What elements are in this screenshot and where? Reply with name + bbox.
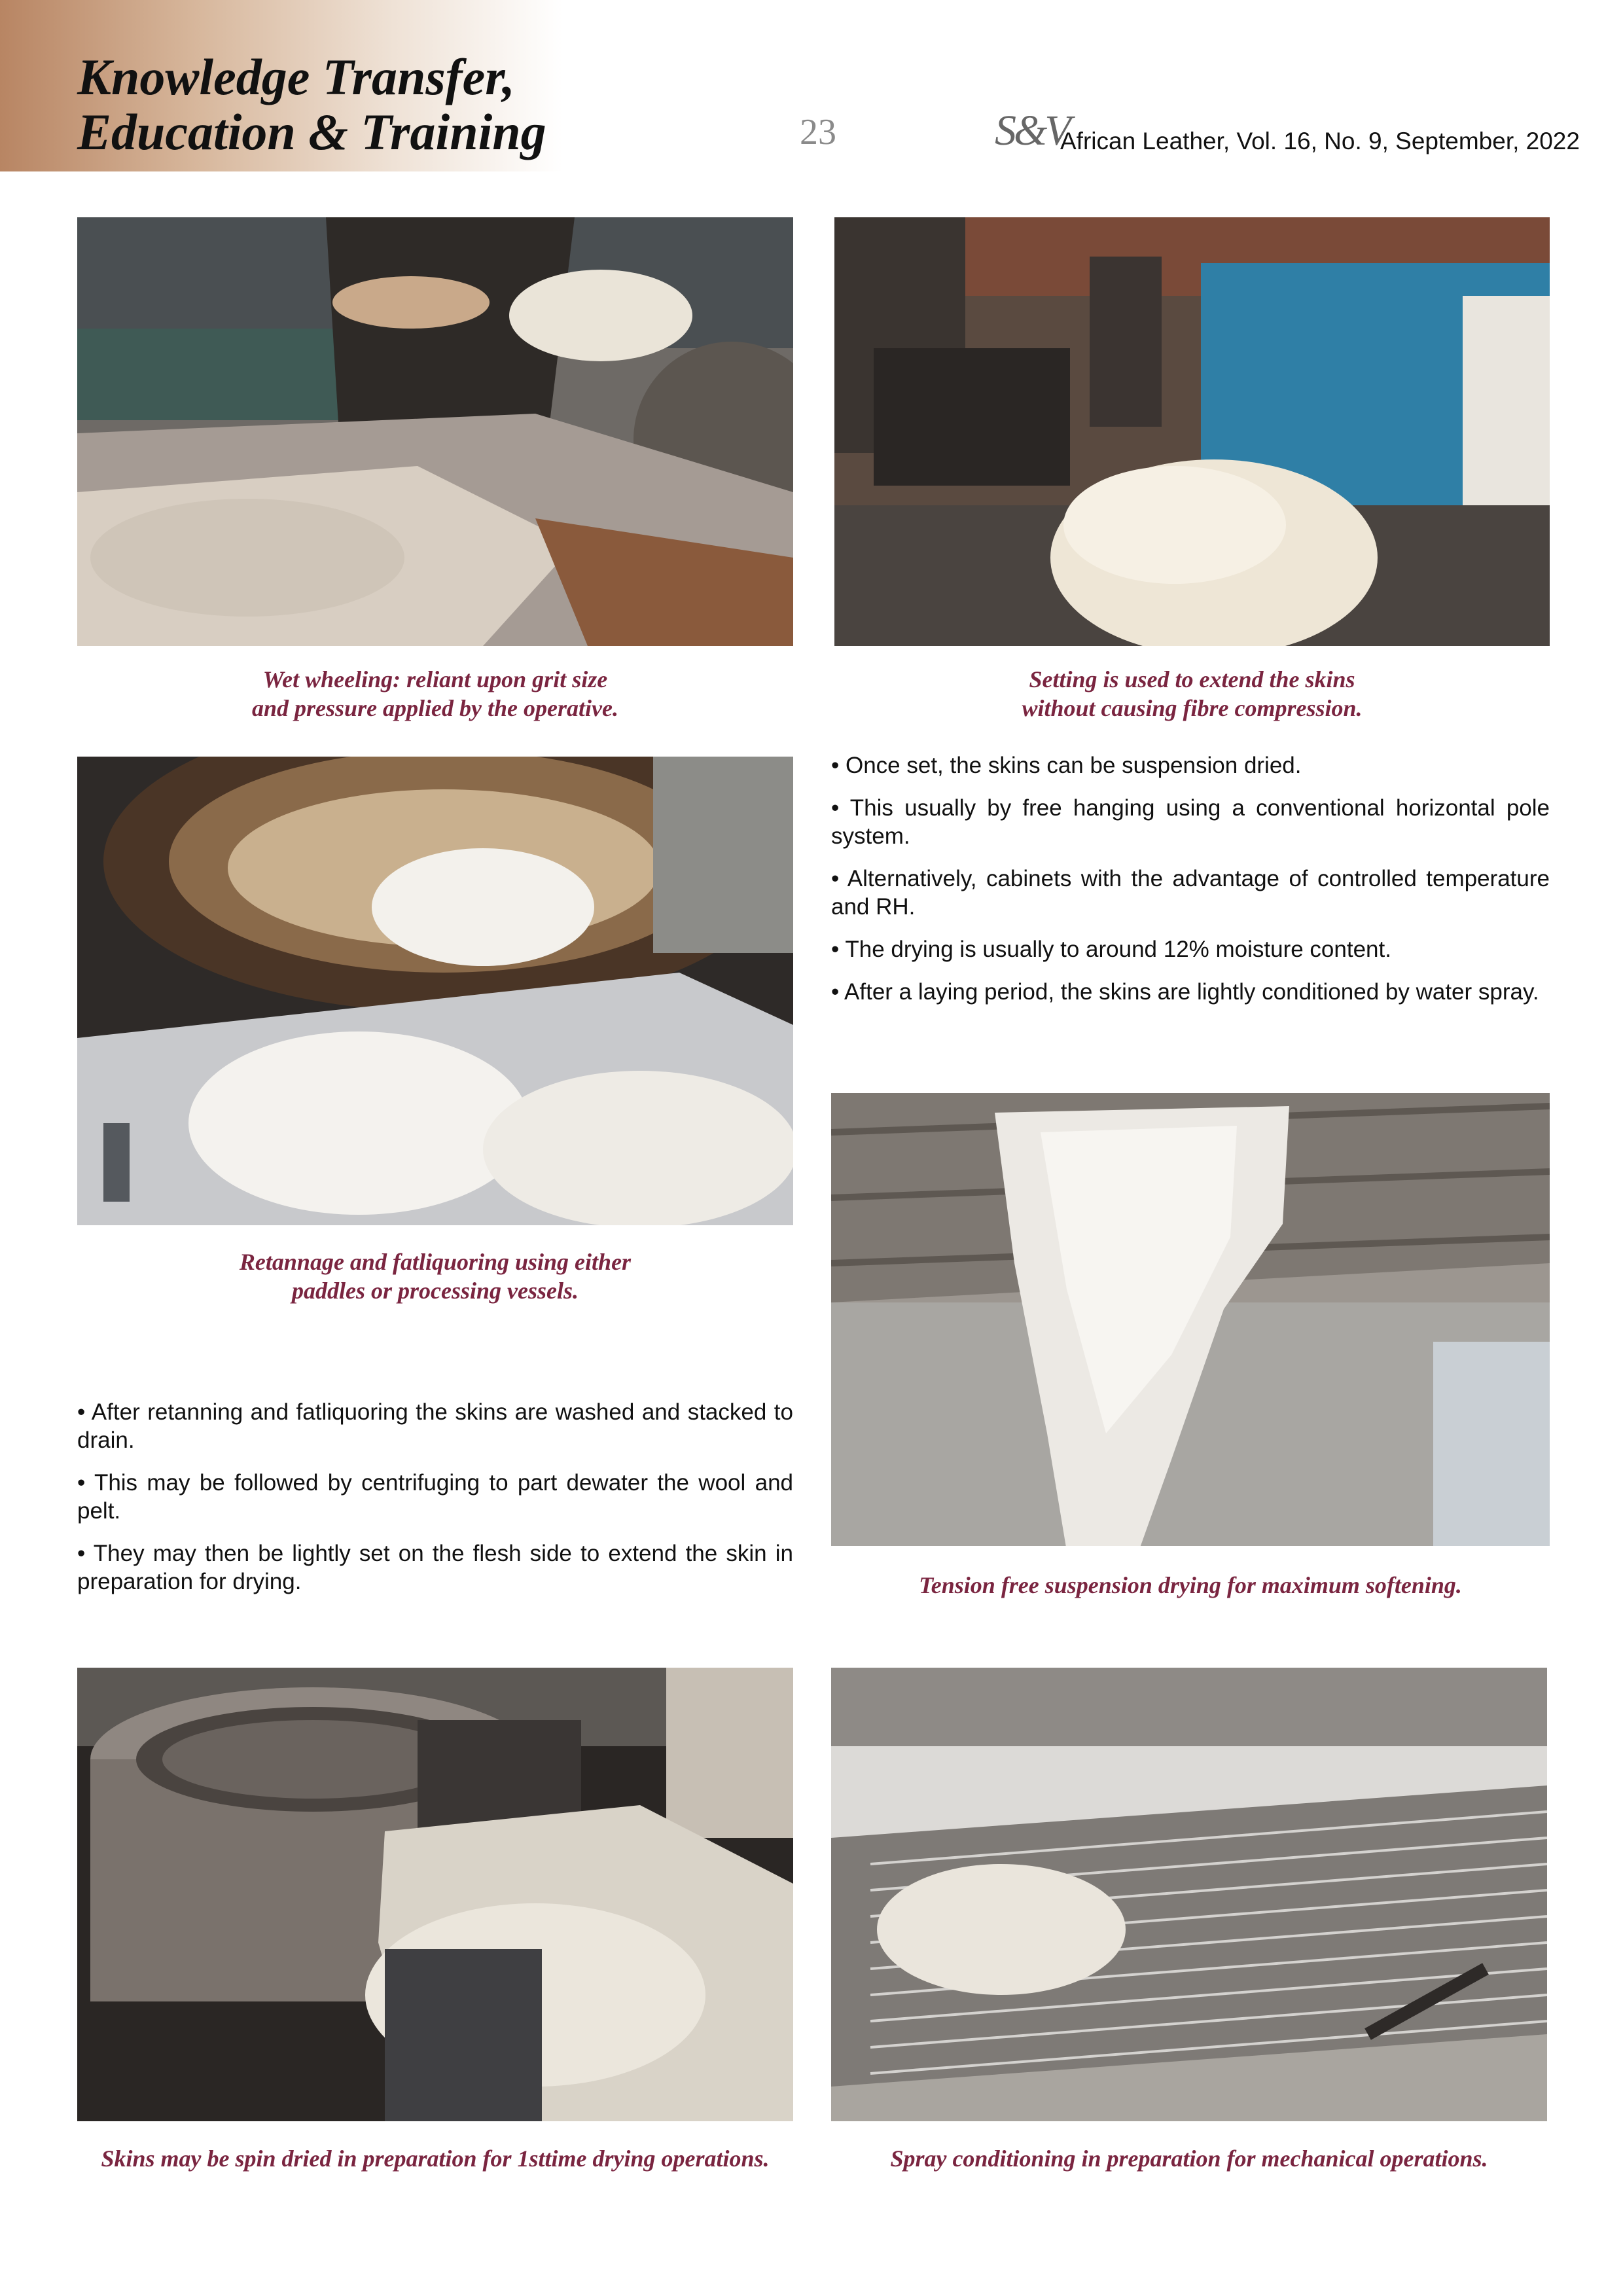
- caption-setting: [834, 665, 1550, 723]
- caption-line: Retannage and fatliquoring using either: [239, 1249, 632, 1275]
- bullet-list-right: [831, 751, 1550, 1020]
- bullet-item: • After a laying period, the skins are lightly conditioned by water spray.: [831, 979, 1539, 1005]
- publication-title: African Leather, Vol. 16, No. 9, September, 2022: [1060, 128, 1580, 154]
- bullet-item: • Alternatively, cabinets with the advantage of controlled temperature and RH.: [831, 866, 1550, 920]
- caption-line: Wet wheeling: reliant upon grit size: [262, 666, 608, 692]
- photo-suspension-drying: [831, 1093, 1550, 1546]
- bullet-item: • The drying is usually to around 12% moisture content.: [831, 937, 1391, 962]
- bullet-item: • This may be followed by centrifuging to part dewater the wool and pelt.: [77, 1470, 793, 1524]
- bullet-item: • After retanning and fatliquoring the skins are washed and stacked to drain.: [77, 1399, 793, 1453]
- caption-suspension-drying: [831, 1571, 1550, 1600]
- page-number: 23: [800, 112, 836, 152]
- photo-setting: [834, 217, 1550, 646]
- caption-spin-dried: [77, 2144, 793, 2173]
- caption-line: without causing fibre compression.: [1022, 695, 1363, 721]
- photo-retannage: [77, 757, 793, 1225]
- caption-line: Spray conditioning in preparation for mechanical operations.: [890, 2145, 1488, 2172]
- bullet-list-left: [77, 1398, 793, 1610]
- bullet-item: • They may then be lightly set on the flesh side to extend the skin in preparation for drying.: [77, 1541, 793, 1594]
- caption-line: Tension free suspension drying for maximum softening.: [919, 1572, 1462, 1598]
- caption-line: Skins may be spin dried in preparation for 1sttime drying operations.: [101, 2145, 770, 2172]
- section-title-line-1: Knowledge Transfer,: [77, 48, 515, 105]
- caption-wet-wheeling: [77, 665, 793, 723]
- publication-logo: S&V: [995, 107, 1069, 154]
- caption-spray-conditioning: [831, 2144, 1547, 2173]
- caption-line: and pressure applied by the operative.: [252, 695, 618, 721]
- photo-spin-dried: [77, 1668, 793, 2121]
- caption-retannage: [77, 1247, 793, 1305]
- bullet-item: • Once set, the skins can be suspension dried.: [831, 753, 1302, 778]
- section-title-line-2: Education & Training: [77, 103, 546, 160]
- bullet-item: • This usually by free hanging using a conventional horizontal pole system.: [831, 795, 1550, 849]
- caption-line: paddles or processing vessels.: [292, 1278, 579, 1304]
- caption-line: Setting is used to extend the skins: [1029, 666, 1355, 692]
- section-title: [77, 50, 575, 160]
- photo-spray-conditioning: [831, 1668, 1547, 2121]
- photo-wet-wheeling: [77, 217, 793, 646]
